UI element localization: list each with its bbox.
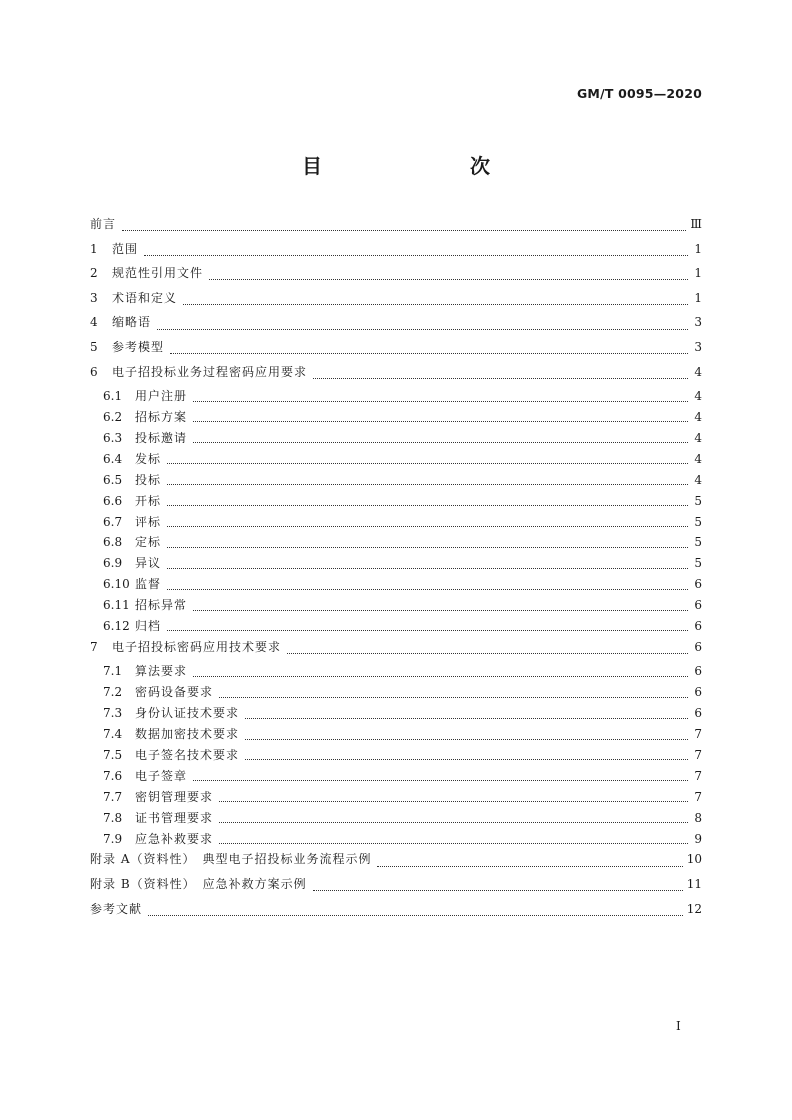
toc-entry-page: 5 (694, 535, 702, 550)
toc-entry-title: 定标 (135, 535, 162, 550)
dot-leader (219, 689, 688, 701)
toc-entry-number: 6.9 (103, 556, 123, 571)
toc-entry-number: 7.3 (103, 706, 123, 721)
dot-leader (148, 907, 683, 919)
toc-entry-page: 7 (694, 789, 702, 804)
toc-entry-page: 4 (694, 451, 702, 466)
toc-entry-page: 4 (694, 364, 702, 379)
dot-leader (287, 645, 688, 657)
toc-entry[interactable] (90, 409, 702, 430)
toc-entry-title: 归档 (135, 618, 162, 633)
toc-entry-title: 术语和定义 (112, 290, 178, 305)
toc-entry-title: 监督 (135, 577, 162, 592)
toc-entry-page: 4 (694, 472, 702, 487)
toc-entry-title: 附录 B（资料性） 应急补救方案示例 (90, 877, 307, 892)
toc-entry-title: 附录 A（资料性） 典型电子招投标业务流程示例 (90, 852, 372, 867)
dot-leader (245, 731, 688, 743)
toc-entry-title: 参考文献 (90, 901, 143, 916)
toc-entry-title: 密码设备要求 (135, 685, 214, 700)
toc-entry[interactable] (90, 639, 702, 664)
toc-entry-title: 缩略语 (112, 315, 152, 330)
toc-entry-title: 投标邀请 (135, 430, 188, 445)
toc-entry[interactable] (90, 705, 702, 726)
toc-entry-page: 4 (694, 410, 702, 425)
toc-entry-title: 电子签章 (135, 768, 188, 783)
toc-entry[interactable] (90, 876, 702, 901)
page-number: I (676, 1019, 681, 1033)
toc-entry[interactable] (90, 388, 702, 409)
toc-entry-title: 应急补救要求 (135, 831, 214, 846)
toc-entry-page: 1 (694, 290, 702, 305)
dot-leader (183, 296, 688, 308)
toc-entry-page: 3 (694, 315, 702, 330)
toc-entry-page: 11 (686, 877, 702, 892)
toc-entry-page: 6 (694, 577, 702, 592)
toc-entry-number: 6.12 (103, 618, 130, 633)
toc-entry-title: 电子签名技术要求 (135, 748, 240, 762)
dot-leader (313, 882, 683, 894)
toc-entry[interactable] (90, 726, 702, 747)
dot-leader (167, 539, 688, 551)
toc-entry-page: 10 (686, 852, 702, 867)
dot-leader (219, 814, 688, 826)
toc-entry-page: 7 (694, 768, 702, 783)
toc-entry[interactable] (90, 534, 702, 555)
dot-leader (167, 497, 688, 509)
toc-entry[interactable] (90, 451, 702, 472)
toc-entry-title: 证书管理要求 (135, 810, 214, 825)
dot-leader (193, 393, 688, 405)
toc-entry-page: 12 (686, 901, 702, 916)
toc-entry[interactable] (90, 747, 702, 768)
toc-entry-title: 参考模型 (112, 339, 165, 354)
toc-entry-page: 1 (694, 266, 702, 281)
toc-entry-number: 5 (90, 339, 98, 354)
dot-leader (167, 560, 688, 572)
toc-entry-number: 4 (90, 315, 98, 330)
dot-leader (157, 321, 688, 333)
toc-entry-title: 用户注册 (135, 389, 188, 404)
toc-entry-number: 1 (90, 241, 98, 256)
toc-entry[interactable] (90, 339, 702, 364)
toc-entry-title: 开标 (135, 493, 162, 508)
toc-entry-number: 7.2 (103, 685, 123, 700)
toc-entry[interactable] (90, 684, 702, 705)
toc-entry-number: 7.7 (103, 789, 123, 804)
toc-entry-number: 7.8 (103, 810, 123, 825)
toc-entry[interactable] (90, 314, 702, 339)
toc-entry[interactable] (90, 810, 702, 831)
dot-leader (193, 413, 688, 425)
toc-entry-page: 3 (694, 339, 702, 354)
toc-entry-page: 1 (694, 241, 702, 256)
toc-entry-number: 6.3 (103, 430, 123, 445)
toc-entry[interactable] (90, 663, 702, 684)
dot-leader (167, 581, 688, 593)
toc-entry-title: 评标 (135, 514, 162, 529)
toc-entry[interactable] (90, 901, 702, 926)
toc-entry[interactable] (90, 618, 702, 639)
toc-entry-page: 4 (694, 430, 702, 445)
toc-entry-number: 6.7 (103, 514, 123, 529)
toc-entry-page: 5 (694, 514, 702, 529)
toc-entry-number: 6.10 (103, 577, 130, 592)
toc-entry-page: 6 (694, 598, 702, 613)
toc-entry[interactable] (90, 472, 702, 493)
toc-entry-number: 6.2 (103, 410, 123, 425)
dot-leader (193, 434, 688, 446)
page-title: 目 次 (302, 154, 526, 178)
toc-entry-number: 2 (90, 266, 98, 281)
toc-entry[interactable] (90, 831, 702, 852)
toc-entry-number: 6.1 (103, 389, 123, 404)
toc-entry-page: 9 (694, 831, 702, 846)
toc-entry[interactable] (90, 241, 702, 266)
toc-entry-number: 7.5 (103, 748, 123, 762)
dot-leader (167, 518, 688, 530)
dot-leader (193, 772, 688, 784)
toc-entry[interactable] (90, 493, 702, 514)
dot-leader (209, 271, 688, 283)
toc-entry-page: 7 (694, 727, 702, 742)
dot-leader (313, 370, 688, 382)
toc-entry[interactable] (90, 430, 702, 451)
toc-entry-title: 身份认证技术要求 (135, 706, 240, 721)
toc-entry-number: 7.9 (103, 831, 123, 846)
toc-entry[interactable] (90, 789, 702, 810)
toc-entry-title: 前言 (90, 217, 117, 231)
toc-entry-number: 6 (90, 364, 98, 379)
toc-entry-page: 8 (694, 810, 702, 825)
toc-entry-number: 7.4 (103, 727, 123, 742)
toc-entry[interactable] (90, 514, 702, 535)
toc-entry[interactable] (90, 597, 702, 618)
dot-leader (193, 668, 688, 680)
toc-entry-number: 6.4 (103, 451, 123, 466)
toc-entry-title: 电子招投标业务过程密码应用要求 (112, 364, 308, 379)
toc-entry-title: 规范性引用文件 (112, 266, 204, 281)
toc-entry-page: 6 (694, 664, 702, 679)
toc-entry-title: 招标异常 (135, 598, 188, 613)
toc-entry-page: 6 (694, 685, 702, 700)
dot-leader (219, 793, 688, 805)
toc-entry[interactable] (90, 576, 702, 597)
toc-entry[interactable] (90, 216, 702, 241)
toc-entry-page: Ⅲ (690, 217, 702, 231)
toc-entry-number: 6.11 (103, 598, 130, 613)
toc-entry-title: 数据加密技术要求 (135, 727, 240, 742)
toc-entry-title: 范围 (112, 241, 139, 256)
toc-entry-page: 5 (694, 556, 702, 571)
toc-entry-page: 6 (694, 706, 702, 721)
toc-entry-page: 6 (694, 639, 702, 654)
toc-entry-number: 6.8 (103, 535, 123, 550)
dot-leader (377, 858, 682, 870)
toc-entry-title: 算法要求 (135, 664, 188, 679)
dot-leader (219, 835, 688, 847)
toc-entry-title: 投标 (135, 472, 162, 487)
toc-entry-number: 6.5 (103, 472, 123, 487)
toc-entry[interactable] (90, 265, 702, 290)
dot-leader (122, 222, 686, 234)
dot-leader (193, 602, 688, 614)
dot-leader (245, 751, 688, 763)
toc-entry[interactable] (90, 364, 702, 389)
toc-entry-title: 异议 (135, 556, 162, 571)
dot-leader (144, 247, 688, 259)
toc-entry-page: 7 (694, 748, 702, 762)
toc-entry-number: 7.6 (103, 768, 123, 783)
toc-entry-number: 7 (90, 639, 98, 654)
toc-entry-number: 6.6 (103, 493, 123, 508)
toc-entry[interactable] (90, 555, 702, 576)
toc-entry-page: 6 (694, 618, 702, 633)
toc-entry-page: 4 (694, 389, 702, 404)
dot-leader (167, 455, 688, 467)
dot-leader (167, 622, 688, 634)
toc-entry-number: 7.1 (103, 664, 123, 679)
toc-entry[interactable] (90, 768, 702, 789)
toc-entry-title: 密钥管理要求 (135, 789, 214, 804)
dot-leader (167, 476, 688, 488)
toc-entry-title: 招标方案 (135, 410, 188, 425)
toc-entry-number: 3 (90, 290, 98, 305)
dot-leader (170, 345, 688, 357)
toc-entry[interactable] (90, 851, 702, 876)
toc-entry[interactable] (90, 290, 702, 315)
standard-code: GM/T 0095—2020 (576, 86, 702, 101)
toc-entry-title: 电子招投标密码应用技术要求 (112, 639, 282, 654)
dot-leader (245, 710, 688, 722)
toc-entry-title: 发标 (135, 451, 162, 466)
toc-entry-page: 5 (694, 493, 702, 508)
table-of-contents (90, 216, 702, 925)
